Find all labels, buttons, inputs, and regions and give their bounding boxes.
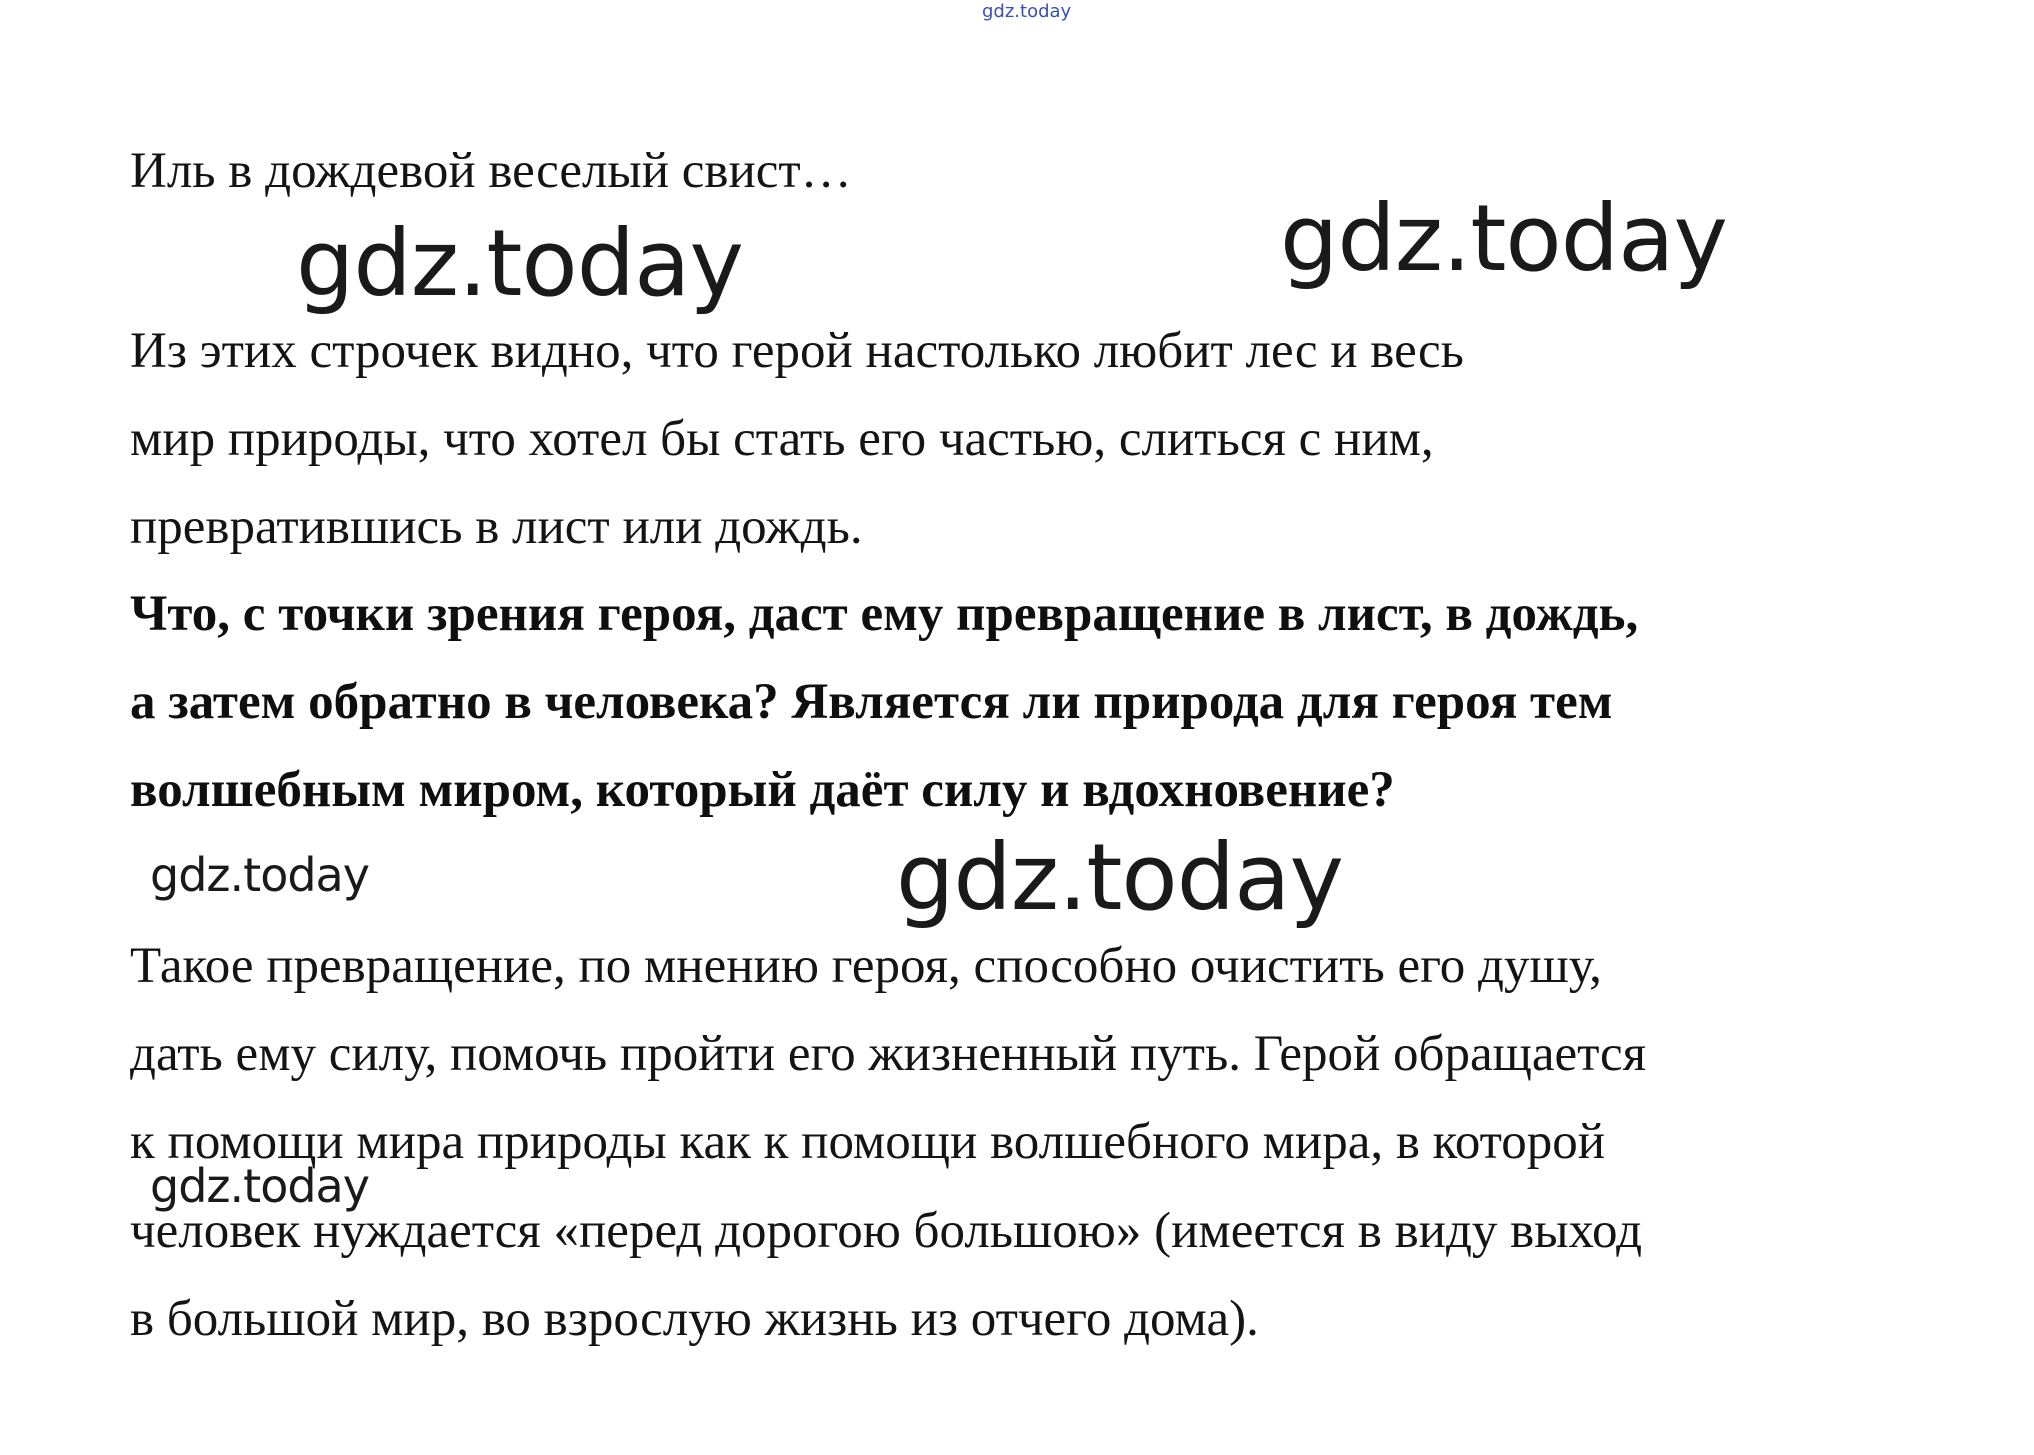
watermark-top: gdz.today [982, 1, 1072, 22]
answer1-line-2: мир природы, что хотел бы стать его частью, слиться с ним, [130, 411, 1434, 467]
watermark-large-center: gdz.today [896, 824, 1343, 931]
watermark-small-bottom: gdz.today [150, 1159, 369, 1213]
watermark-small-mid: gdz.today [150, 848, 369, 902]
answer2-line-3: к помощи мира природы как к помощи волшебного мира, в которой [130, 1114, 1606, 1170]
watermark-large-left: gdz.today [296, 210, 743, 317]
question-line-3: волшебным миром, который даёт силу и вдохновение? [130, 762, 1395, 818]
answer2-line-2: дать ему силу, помочь пройти его жизненный путь. Герой обращается [130, 1026, 1647, 1082]
answer1-line-1: Из этих строчек видно, что герой настолько любит лес и весь [130, 323, 1464, 379]
watermark-large-right: gdz.today [1280, 185, 1727, 292]
quote-line: Иль в дождевой веселый свист… [130, 143, 852, 199]
question-line-2: а затем обратно в человека? Является ли природа для героя тем [130, 674, 1613, 730]
answer2-line-5: в большой мир, во взрослую жизнь из отчего дома). [130, 1291, 1259, 1347]
answer2-line-4: человек нуждается «перед дорогою большою» (имеется в виду выход [130, 1203, 1643, 1259]
question-line-1: Что, с точки зрения героя, даст ему превращение в лист, в дождь, [130, 586, 1639, 642]
answer1-line-3: превратившись в лист или дождь. [130, 499, 863, 555]
answer2-line-1: Такое превращение, по мнению героя, способно очистить его душу, [130, 938, 1602, 994]
